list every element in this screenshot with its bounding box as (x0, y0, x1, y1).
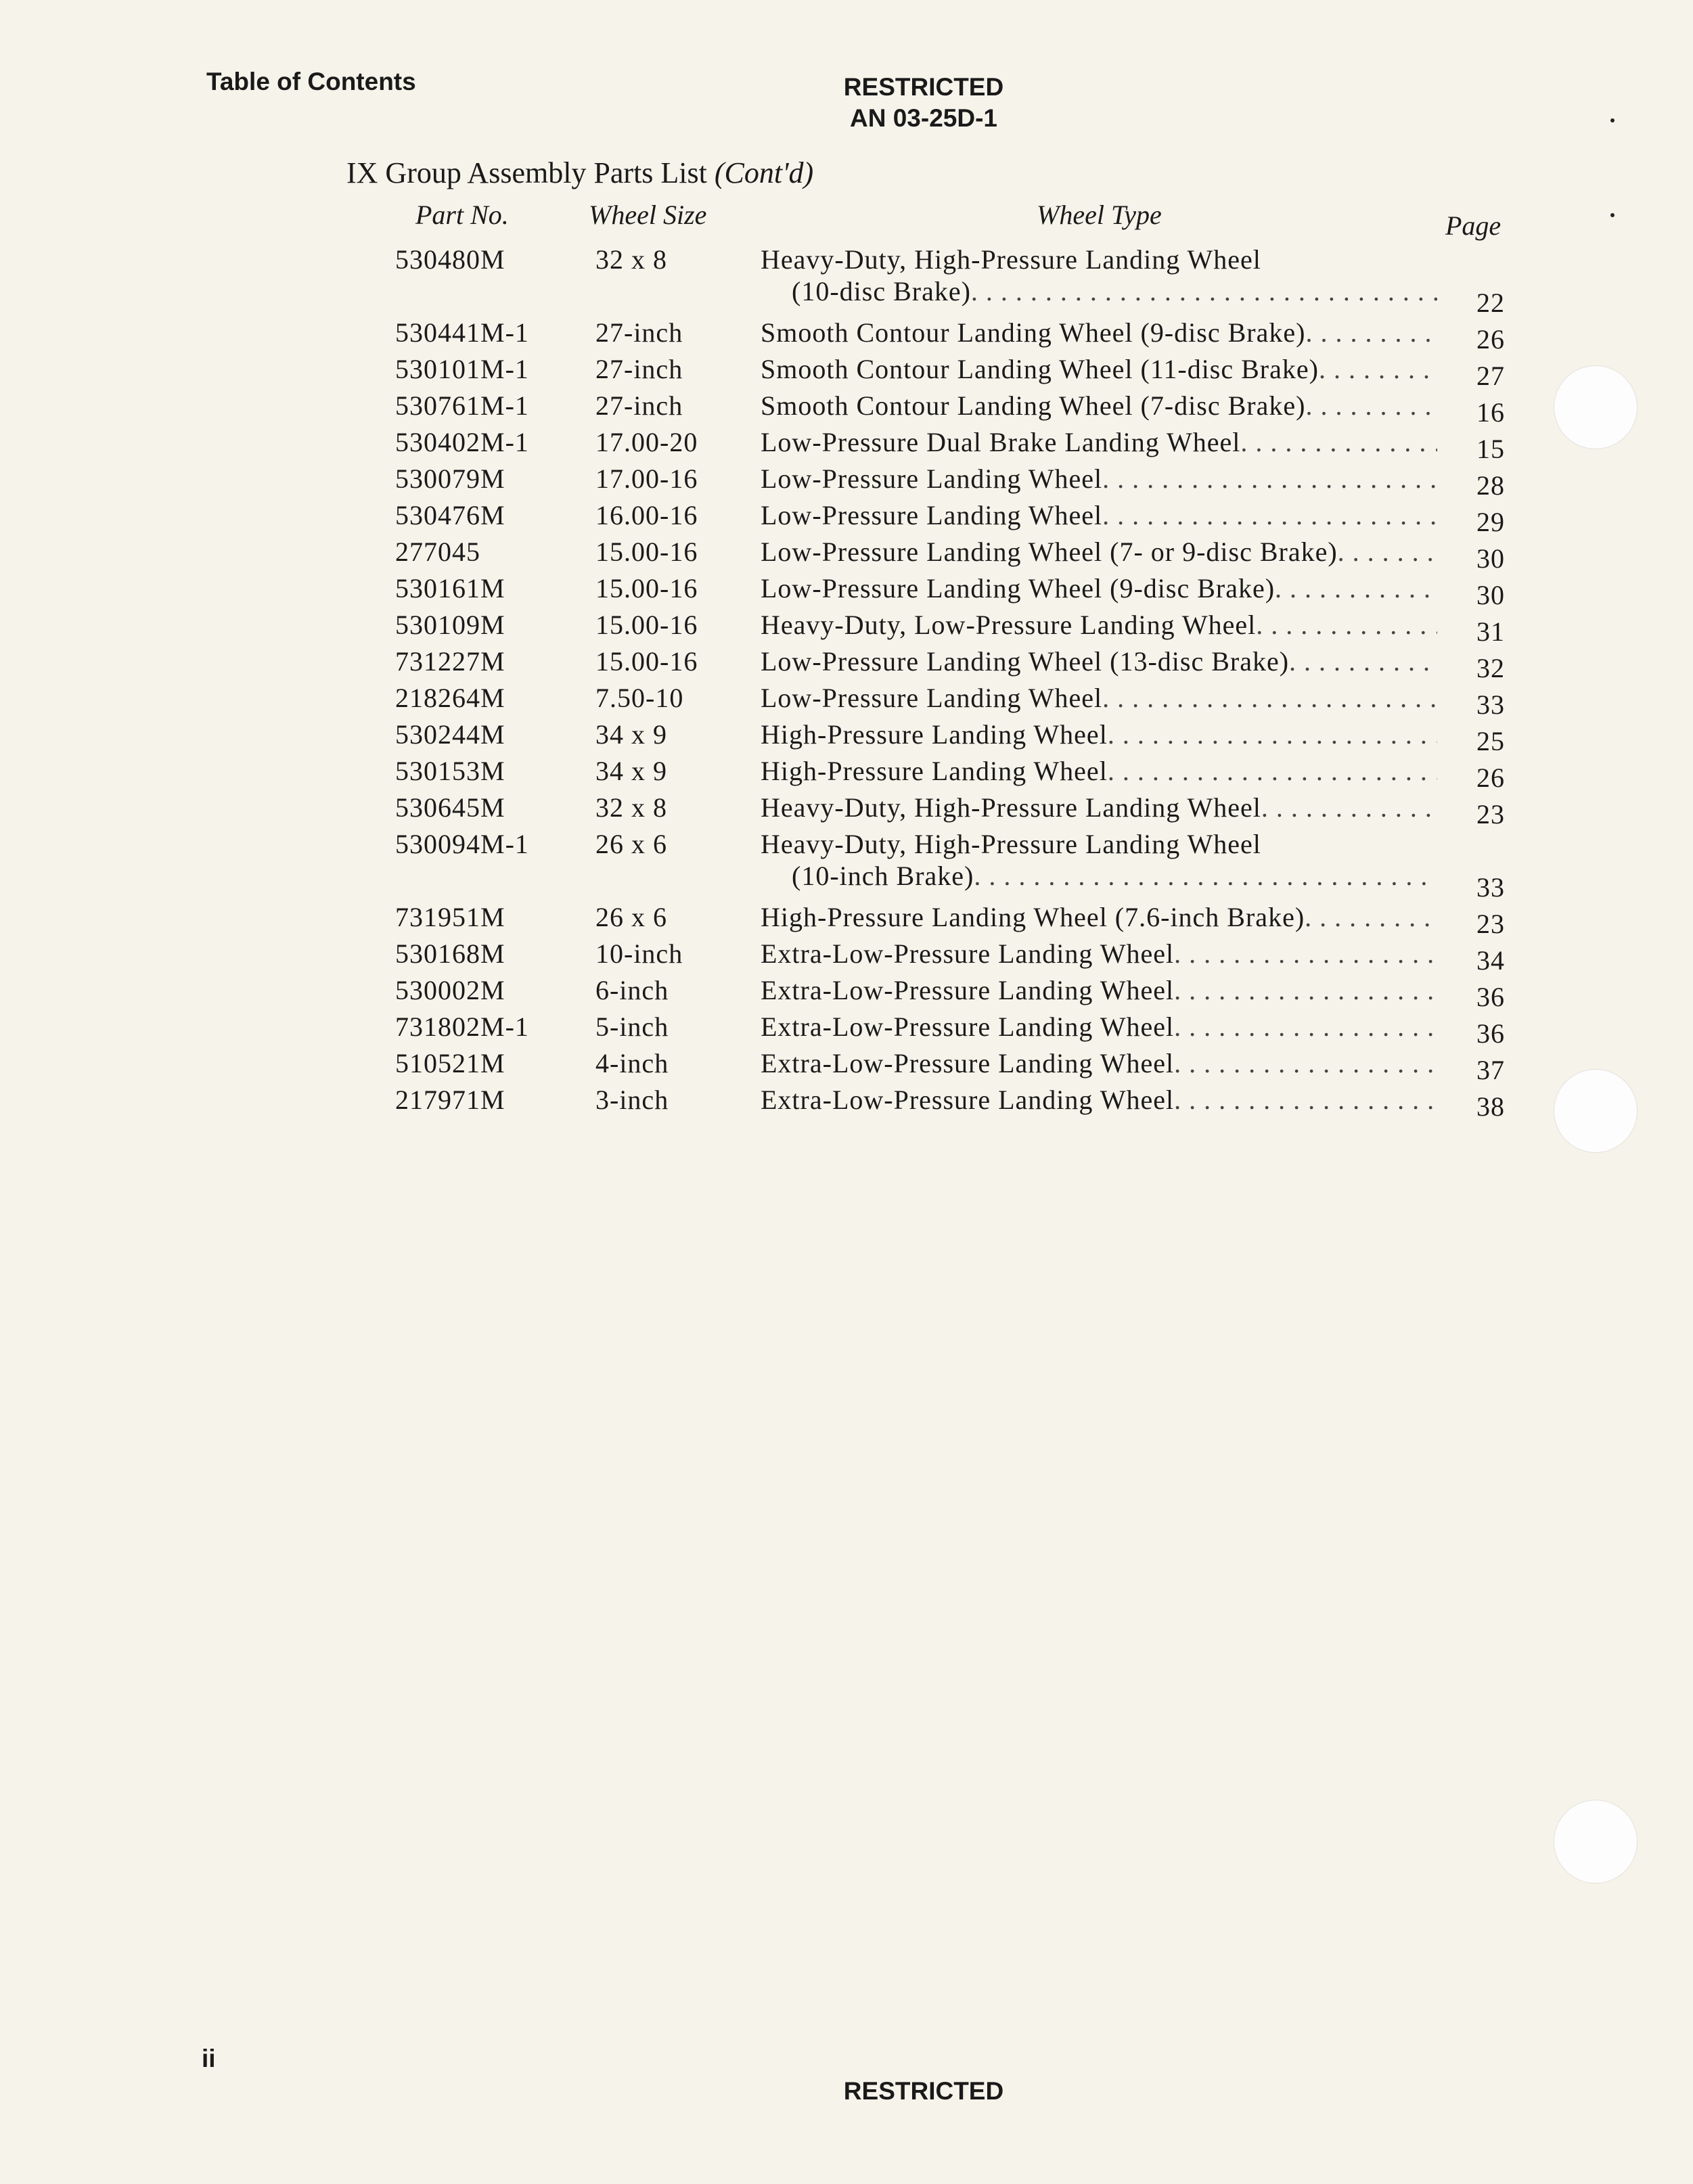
section-continued: (Cont'd) (714, 156, 814, 189)
dot-leader (1102, 682, 1437, 714)
part-number: 530153M (395, 756, 505, 786)
wheel-type-line: High-Pressure Landing Wheel (761, 756, 1108, 786)
table-row (0, 1084, 1693, 1120)
page-reference: 33 (1476, 872, 1505, 903)
dot-leader (1174, 1011, 1437, 1043)
wheel-size: 26 x 6 (595, 829, 667, 859)
wheel-type (761, 1084, 1437, 1116)
wheel-type-line: Low-Pressure Landing Wheel (7- or 9-disc Brake) (761, 537, 1338, 567)
table-row (0, 463, 1693, 499)
running-header-center (778, 72, 1069, 134)
wheel-type (761, 317, 1437, 348)
table-row (0, 390, 1693, 426)
binder-hole (1554, 1800, 1638, 1884)
table-row (0, 244, 1693, 317)
wheel-size: 34 x 9 (595, 756, 667, 786)
dot-leader (1275, 572, 1437, 604)
wheel-type-line: Heavy-Duty, High-Pressure Landing Wheel (761, 829, 1261, 859)
column-header-type: Wheel Type (1037, 200, 1162, 230)
table-row (0, 609, 1693, 645)
wheel-size: 16.00-16 (595, 500, 698, 530)
page-reference: 33 (1476, 689, 1505, 720)
wheel-type (761, 609, 1437, 641)
wheel-type (761, 974, 1437, 1006)
page-reference: 36 (1476, 1018, 1505, 1049)
wheel-type-line: Heavy-Duty, Low-Pressure Landing Wheel (761, 610, 1257, 640)
page-reference: 32 (1476, 653, 1505, 683)
part-number: 530244M (395, 719, 505, 750)
wheel-type (761, 1047, 1437, 1079)
wheel-type (761, 463, 1437, 495)
parts-list (0, 244, 1693, 1120)
wheel-size: 34 x 9 (595, 719, 667, 750)
document-number: AN 03-25D-1 (850, 104, 997, 132)
dot-leader (1305, 901, 1437, 933)
table-row (0, 901, 1693, 938)
wheel-type (761, 1011, 1437, 1043)
wheel-size: 15.00-16 (595, 646, 698, 677)
table-row (0, 353, 1693, 390)
wheel-type-line: Low-Pressure Landing Wheel (9-disc Brake) (761, 573, 1276, 604)
table-row (0, 426, 1693, 463)
page-reference: 29 (1476, 507, 1505, 537)
table-row (0, 317, 1693, 353)
wheel-type (761, 938, 1437, 970)
wheel-type-line: Heavy-Duty, High-Pressure Landing Wheel (761, 792, 1261, 823)
page-reference: 27 (1476, 361, 1505, 391)
page-reference: 34 (1476, 945, 1505, 976)
dot-leader (1240, 426, 1437, 458)
part-number: 217971M (395, 1085, 505, 1115)
wheel-size: 7.50-10 (595, 683, 684, 713)
page-reference: 28 (1476, 470, 1505, 501)
classification-marking: RESTRICTED (843, 73, 1004, 101)
wheel-size: 3-inch (595, 1085, 669, 1115)
wheel-type (761, 536, 1437, 568)
page-reference: 30 (1476, 543, 1505, 574)
wheel-size: 15.00-16 (595, 537, 698, 567)
wheel-size: 4-inch (595, 1048, 669, 1078)
dot-leader (1305, 317, 1437, 348)
wheel-size: 32 x 8 (595, 792, 667, 823)
page-reference: 22 (1476, 288, 1505, 318)
dot-leader (1102, 499, 1437, 531)
wheel-type (761, 901, 1437, 933)
wheel-type-line: Smooth Contour Landing Wheel (11-disc Brake) (761, 354, 1319, 384)
column-header-part: Part No. (415, 200, 509, 230)
wheel-size: 10-inch (595, 938, 683, 969)
wheel-size: 5-inch (595, 1011, 669, 1042)
wheel-type-line: Extra-Low-Pressure Landing Wheel (761, 975, 1175, 1005)
page-reference: 15 (1476, 434, 1505, 464)
table-row (0, 719, 1693, 755)
wheel-type (761, 244, 1437, 307)
page-reference: 37 (1476, 1055, 1505, 1085)
table-row (0, 1047, 1693, 1084)
wheel-type-line: (10-inch Brake) (792, 861, 974, 891)
wheel-type-line: High-Pressure Landing Wheel (761, 719, 1108, 750)
dot-leader (974, 860, 1437, 892)
part-number: 530094M-1 (395, 829, 529, 859)
page-speck (1610, 213, 1615, 217)
page-reference: 26 (1476, 324, 1505, 355)
dot-leader (1289, 645, 1437, 677)
dot-leader (1108, 719, 1437, 750)
table-row (0, 1011, 1693, 1047)
part-number: 218264M (395, 683, 505, 713)
table-row (0, 645, 1693, 682)
part-number: 530476M (395, 500, 505, 530)
page-reference: 23 (1476, 909, 1505, 939)
table-row (0, 536, 1693, 572)
column-header-size: Wheel Size (589, 200, 707, 230)
wheel-type-line: Smooth Contour Landing Wheel (7-disc Brake) (761, 390, 1306, 421)
section-title-text: IX Group Assembly Parts List (346, 156, 707, 189)
part-number: 530168M (395, 938, 505, 969)
wheel-type (761, 682, 1437, 714)
dot-leader (1174, 938, 1437, 970)
part-number: 530101M-1 (395, 354, 529, 384)
table-row (0, 974, 1693, 1011)
binder-hole (1554, 365, 1638, 449)
column-header-page: Page (1445, 210, 1502, 241)
dot-leader (971, 275, 1437, 307)
dot-leader (1108, 755, 1437, 787)
part-number: 530480M (395, 244, 505, 275)
wheel-type-line: Low-Pressure Landing Wheel (13-disc Brake) (761, 646, 1290, 677)
wheel-size: 15.00-16 (595, 573, 698, 604)
page-reference: 16 (1476, 397, 1505, 428)
wheel-type-line: Heavy-Duty, High-Pressure Landing Wheel (761, 244, 1261, 275)
wheel-type-line: Low-Pressure Dual Brake Landing Wheel (761, 427, 1241, 457)
wheel-size: 26 x 6 (595, 902, 667, 932)
wheel-type-line: Low-Pressure Landing Wheel (761, 463, 1103, 494)
wheel-size: 27-inch (595, 354, 683, 384)
wheel-type (761, 755, 1437, 787)
table-row (0, 682, 1693, 719)
page-number: ii (202, 2045, 216, 2072)
wheel-type-line: Low-Pressure Landing Wheel (761, 500, 1103, 530)
part-number: 731227M (395, 646, 505, 677)
table-row (0, 792, 1693, 828)
wheel-size: 27-inch (595, 317, 683, 348)
part-number: 530161M (395, 573, 505, 604)
page-speck (1610, 118, 1615, 122)
part-number: 530645M (395, 792, 505, 823)
wheel-type (761, 828, 1437, 892)
wheel-size: 32 x 8 (595, 244, 667, 275)
dot-leader (1338, 536, 1437, 568)
wheel-size: 27-inch (595, 390, 683, 421)
wheel-type-line: High-Pressure Landing Wheel (7.6-inch Brake) (761, 902, 1305, 932)
wheel-type-line: Smooth Contour Landing Wheel (9-disc Brake) (761, 317, 1306, 348)
wheel-size: 17.00-20 (595, 427, 698, 457)
part-number: 530441M-1 (395, 317, 529, 348)
dot-leader (1261, 792, 1437, 823)
page-reference: 26 (1476, 763, 1505, 793)
binder-hole (1554, 1069, 1638, 1153)
page-reference: 25 (1476, 726, 1505, 756)
dot-leader (1305, 390, 1437, 422)
wheel-type-line: Low-Pressure Landing Wheel (761, 683, 1103, 713)
wheel-type (761, 645, 1437, 677)
section-title (346, 156, 813, 190)
page-reference: 38 (1476, 1091, 1505, 1122)
page-reference: 23 (1476, 799, 1505, 829)
wheel-type (761, 719, 1437, 750)
wheel-type (761, 353, 1437, 385)
wheel-type (761, 792, 1437, 823)
part-number: 530761M-1 (395, 390, 529, 421)
part-number: 277045 (395, 537, 480, 567)
footer-classification: RESTRICTED (843, 2077, 1004, 2105)
running-header-left: Table of Contents (206, 68, 416, 95)
dot-leader (1319, 353, 1437, 385)
wheel-type (761, 426, 1437, 458)
wheel-type-line: Extra-Low-Pressure Landing Wheel (761, 1085, 1175, 1115)
part-number: 530402M-1 (395, 427, 529, 457)
part-number: 530079M (395, 463, 505, 494)
dot-leader (1174, 974, 1437, 1006)
part-number: 530002M (395, 975, 505, 1005)
wheel-type-line: Extra-Low-Pressure Landing Wheel (761, 1048, 1175, 1078)
page-reference: 36 (1476, 982, 1505, 1012)
part-number: 731951M (395, 902, 505, 932)
wheel-type (761, 499, 1437, 531)
table-row (0, 828, 1693, 901)
page-reference: 31 (1476, 616, 1505, 647)
part-number: 510521M (395, 1048, 505, 1078)
wheel-size: 6-inch (595, 975, 669, 1005)
page-reference: 30 (1476, 580, 1505, 610)
wheel-size: 17.00-16 (595, 463, 698, 494)
wheel-type-line: (10-disc Brake) (792, 276, 971, 306)
table-row (0, 572, 1693, 609)
wheel-type-line: Extra-Low-Pressure Landing Wheel (761, 938, 1175, 969)
table-row (0, 755, 1693, 792)
dot-leader (1174, 1084, 1437, 1116)
part-number: 731802M-1 (395, 1011, 529, 1042)
table-row (0, 938, 1693, 974)
wheel-type (761, 572, 1437, 604)
wheel-type (761, 390, 1437, 422)
table-row (0, 499, 1693, 536)
part-number: 530109M (395, 610, 505, 640)
dot-leader (1102, 463, 1437, 495)
wheel-type-line: Extra-Low-Pressure Landing Wheel (761, 1011, 1175, 1042)
dot-leader (1174, 1047, 1437, 1079)
wheel-size: 15.00-16 (595, 610, 698, 640)
dot-leader (1256, 609, 1437, 641)
